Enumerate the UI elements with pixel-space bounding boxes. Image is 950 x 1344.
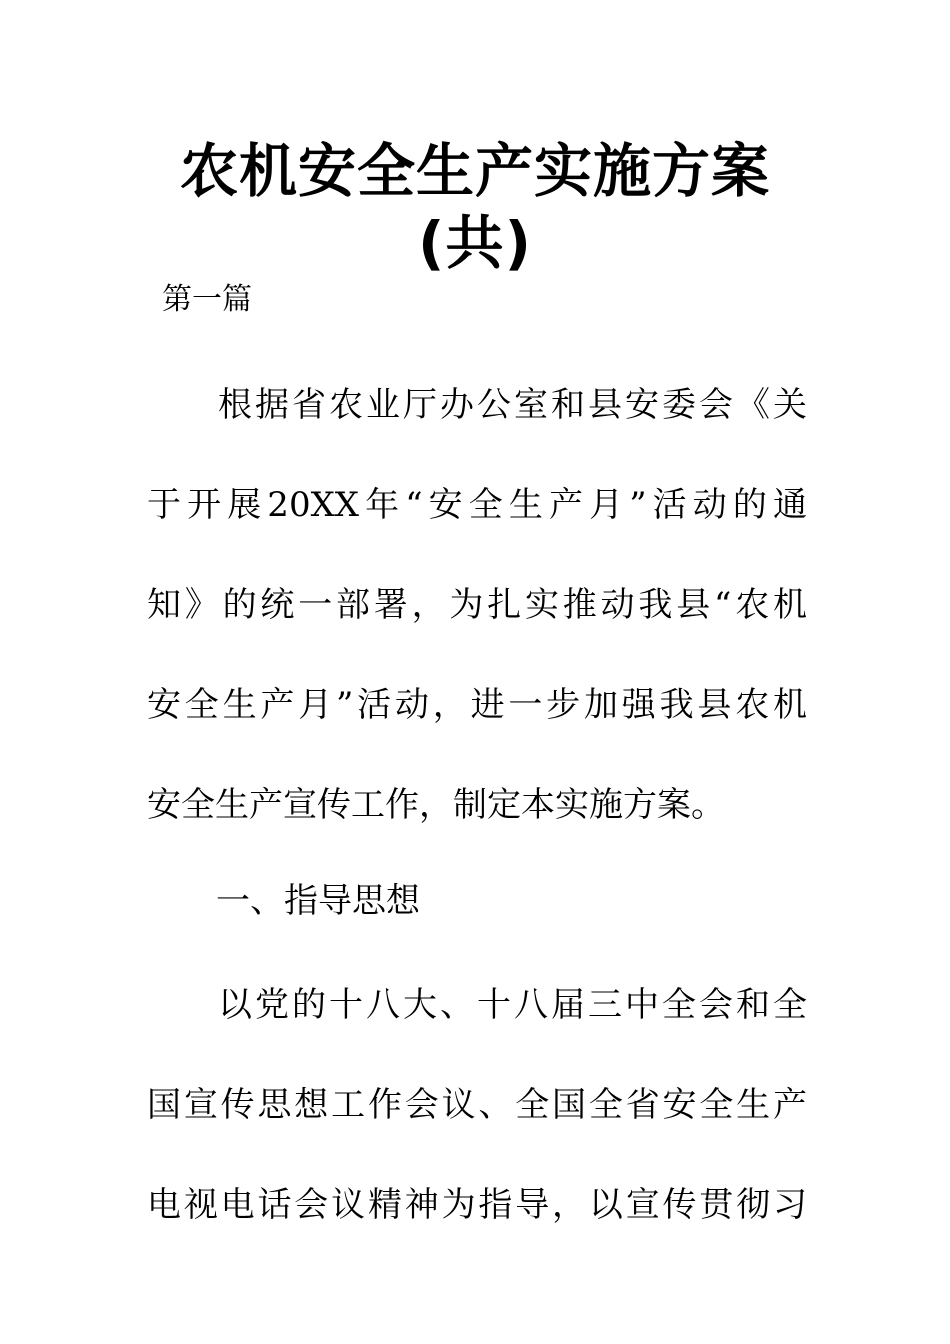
document-title-line-1: 农机安全生产实施方案 xyxy=(179,137,770,205)
body-line-6: 以党的十八大、十八届三中全会和全 xyxy=(218,985,807,1025)
body-line-8: 电视电话会议精神为指导，以宣传贯彻习 xyxy=(147,1185,807,1225)
section-heading-guiding-ideology: 一、指导思想 xyxy=(216,881,420,921)
body-line-5: 安全生产宣传工作，制定本实施方案。 xyxy=(147,785,725,825)
body-line-7: 国宣传思想工作会议、全国全省安全生产 xyxy=(147,1085,807,1125)
body-line-3: 知》的统一部署，为扎实推动我县“农机 xyxy=(147,585,807,625)
document-title-line-2: (共) xyxy=(417,209,533,277)
section-label: 第一篇 xyxy=(162,282,252,317)
body-line-1: 根据省农业厅办公室和县安委会《关 xyxy=(218,385,807,425)
body-line-2: 于开展20XX年“安全生产月”活动的通 xyxy=(147,485,807,525)
body-line-4: 安全生产月”活动，进一步加强我县农机 xyxy=(147,685,807,725)
